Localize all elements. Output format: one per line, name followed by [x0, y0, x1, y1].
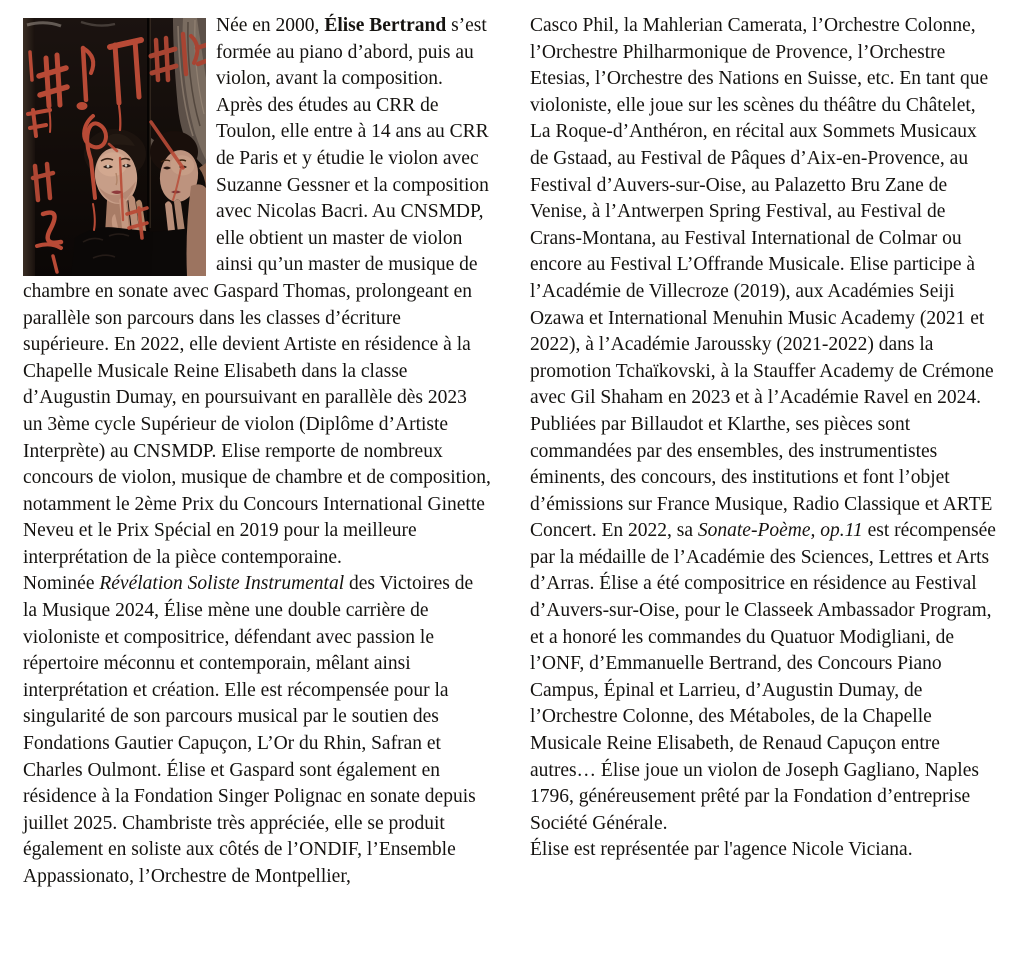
bold-text-run: Élise Bertrand	[324, 15, 447, 36]
right-column	[530, 13, 998, 891]
italic-text-run: Sonate-Poème, op.11	[697, 520, 863, 542]
text-run: Née en 2000,	[216, 15, 325, 36]
artist-photo-graphic	[23, 18, 206, 276]
paragraph	[530, 13, 998, 412]
paragraph	[530, 837, 998, 864]
text-run: Casco Phil, la Mahlerian Camerata, l’Orchestre Colonne, l’Orchestre Philharmonique de Provence, l’Orchestre Etesias, l’Orchestre des Nations en Suisse, etc. En tant que violoniste, elle joue sur les scènes du théâtre du Châtelet, La Roque-d’Anthéron, en récital aux Sommets Musicaux de Gstaad, au Festival de Pâques d’Aix-en-Provence, au Festival d’Auvers-sur-Oise, au Palazetto Bru Zane de Venise, à l’Antwerpen Spring Festival, au Festival de Crans-Montana, au Festival International de Colmar ou encore au Festival L’Offrande Musicale. Elise participe à l’Académie de Villecroze (2019), aux Académies Seiji Ozawa et International Menuhin Music Academy (2021 et 2022), à l’Académie Jaroussky (2021-2022) dans la promotion Tchaïkovski, à la Stauffer Academy de Crémone avec Gil Shaham en 2023 et à l’Académie Ravel en 2024.	[530, 15, 994, 409]
text-run: Élise est représentée par l'agence Nicole Viciana.	[530, 839, 913, 861]
italic-text-run: Révélation Soliste Instrumental	[99, 573, 345, 595]
artist-photo	[23, 18, 206, 276]
text-run: est récompensée par la médaille de l’Académie des Sciences, Lettres et Arts d’Arras. Élise a été compositrice en résidence au Festival d’Auvers-sur-Oise, pour le Classeek Ambassador Program, et a honoré les commandes du Quatuor Modigliani, de l’ONF, d’Emmanuelle Bertrand, des Concours Piano Campus, Épinal et Larrieu, d’Augustin Dumay, de l’Orchestre Colonne, des Métaboles, de la Chapelle Musicale Reine Elisabeth, de Renaud Capuçon entre autres… Élise joue un violon de Joseph Gagliano, Naples 1796, généreusement prêté par la Fondation d’entreprise Société Générale.	[530, 520, 996, 834]
text-run: s’est formée au piano d’abord, puis au violon, avant la composition. Après des études au CRR de Toulon, elle entre à 14 ans au CRR de Paris et y étudie le violon avec Suzanne Gessner et la composition avec Nicolas Bacri. Au CNSMDP, elle obtient un master de violon ainsi qu’un master de musique de chambre en sonate avec Gaspard Thomas, prolongeant en parallèle son parcours dans les classes d’écriture supérieure. En 2022, elle devient Artiste en résidence à la Chapelle Musicale Reine Elisabeth dans la classe d’Augustin Dumay, en poursuivant en parallèle dès 2023 un 3ème cycle Supérieur de violon (Diplôme d’Artiste Interprète) au CNSMDP. Elise remporte de nombreux concours de violon, musique de chambre et de composition, notamment le 2ème Prix du Concours International Ginette Neveu et le Prix Spécial en 2019 pour la meilleure interprétation de la pièce contemporaine.	[23, 15, 491, 568]
paragraph	[530, 412, 998, 838]
right-column-text	[530, 13, 998, 864]
text-run: Publiées par Billaudot et Klarthe, ses pièces sont commandées par des ensembles, des instrumentistes éminents, des concours, des institutions et font l’objet d’émissions sur France Musique, Radio Classique et ARTE Concert. En 2022, sa	[530, 413, 993, 542]
left-column	[23, 13, 491, 891]
text-run: des Victoires de la Musique 2024, Élise mène une double carrière de violoniste et compositrice, défendant avec passion le répertoire méconnu et contemporain, mêlant ainsi interprétation et création. Elle est récompensée pour la singularité de son parcours musical par le soutien des Fondations Gautier Capuçon, L’Or du Rhin, Safran et Charles Oulmont. Élise et Gaspard sont également en résidence à la Fondation Singer Polignac en sonate depuis juillet 2025. Chambriste très appréciée, elle se produit également en soliste aux côtés de l’ONDIF, l’Ensemble Appassionato, l’Orchestre de Montpellier,	[23, 573, 476, 887]
text-run: Nominée	[23, 573, 100, 595]
paragraph	[23, 571, 491, 890]
